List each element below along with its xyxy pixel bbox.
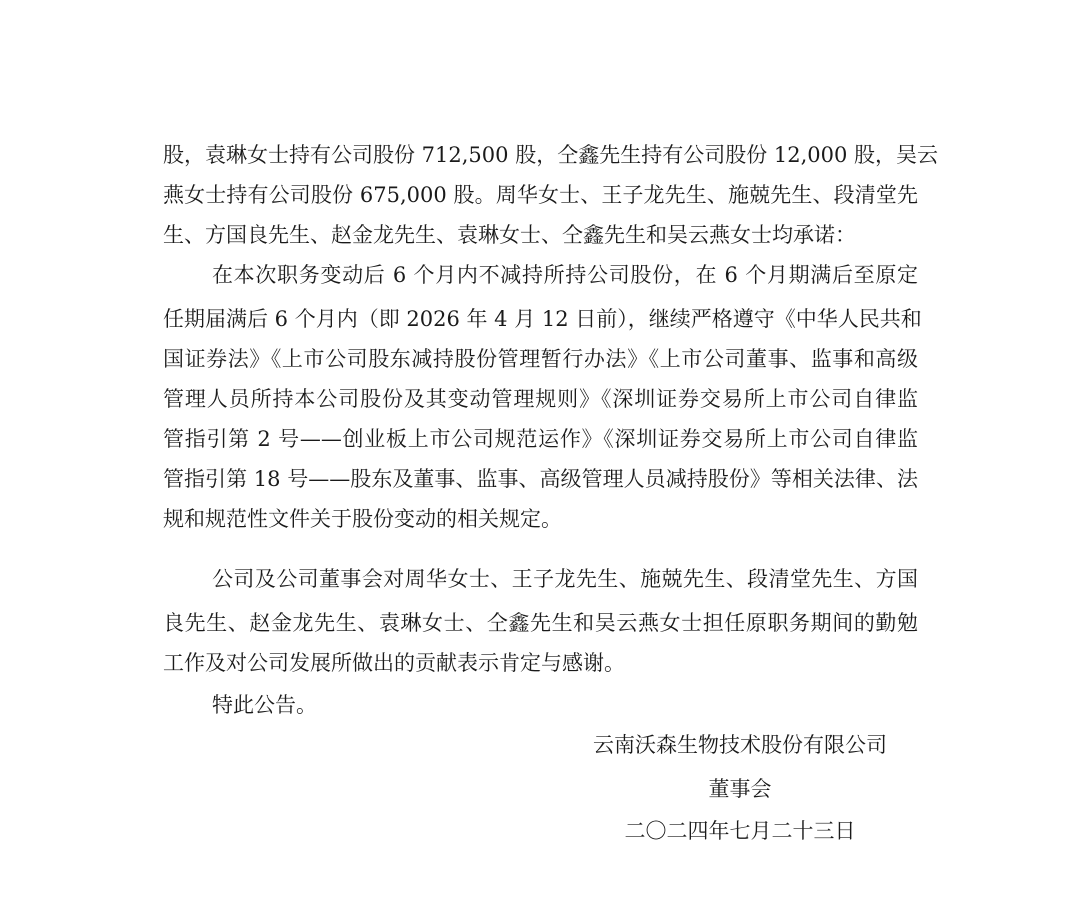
paragraph-2-line-7: 规和规范性文件关于股份变动的相关规定。 <box>163 507 562 531</box>
paragraph-1-line-3: 生、方国良先生、赵金龙先生、袁琳女士、仝鑫先生和吴云燕女士均承诺： <box>163 223 856 247</box>
paragraph-2-line-2: 任期届满后 6 个月内（即 2026 年 4 月 12 日前），继续严格遵守《中华人民共和 <box>163 307 922 331</box>
paragraph-1-line-1: 股，袁琳女士持有公司股份 712,500 股，仝鑫先生持有公司股份 12,000 股，吴云 <box>163 143 939 167</box>
paragraph-3-line-1: 公司及公司董事会对周华女士、王子龙先生、施兢先生、段清堂先生、方国 <box>212 567 918 591</box>
signature-date: 二〇二四年七月二十三日 <box>624 819 856 843</box>
signature-company: 云南沃森生物技术股份有限公司 <box>593 733 887 757</box>
paragraph-2-line-4: 管理人员所持本公司股份及其变动管理规则》《深圳证券交易所上市公司自律监 <box>163 387 918 411</box>
paragraph-3-line-2: 良先生、赵金龙先生、袁琳女士、仝鑫先生和吴云燕女士担任原职务期间的勤勉 <box>163 611 918 635</box>
paragraph-3-line-3: 工作及对公司发展所做出的贡献表示肯定与感谢。 <box>163 651 625 675</box>
paragraph-2-line-5: 管指引第 2 号——创业板上市公司规范运作》《深圳证券交易所上市公司自律监 <box>163 427 918 451</box>
signature-board: 董事会 <box>708 777 772 801</box>
paragraph-2-line-1: 在本次职务变动后 6 个月内不减持所持公司股份，在 6 个月期满后至原定 <box>212 263 918 287</box>
paragraph-1-line-2: 燕女士持有公司股份 675,000 股。周华女士、王子龙先生、施兢先生、段清堂先 <box>163 183 918 207</box>
paragraph-2-line-3: 国证券法》《上市公司股东减持股份管理暂行办法》《上市公司董事、监事和高级 <box>163 347 918 371</box>
paragraph-2-line-6: 管指引第 18 号——股东及董事、监事、高级管理人员减持股份》等相关法律、法 <box>163 467 918 491</box>
closing-statement: 特此公告。 <box>212 693 317 717</box>
